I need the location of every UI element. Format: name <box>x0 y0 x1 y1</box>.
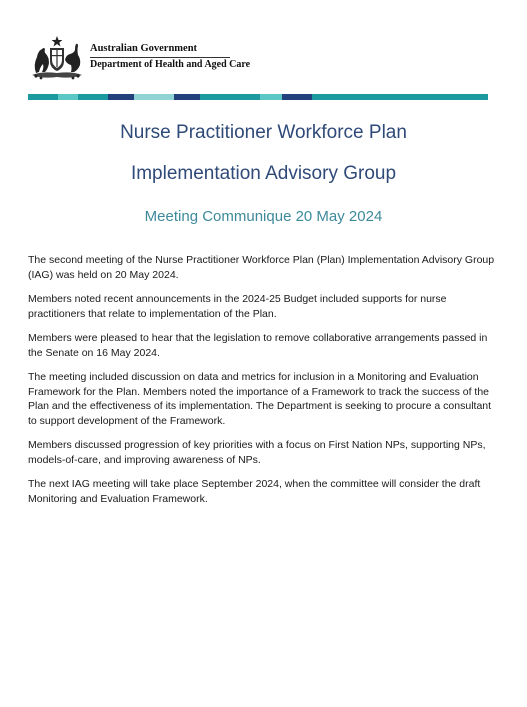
colour-band-segment <box>312 94 488 100</box>
paragraph: The second meeting of the Nurse Practitioner Workforce Plan (Plan) Implementation Advisory Group (IAG) was held on 20 May 2024. <box>28 254 495 281</box>
communique-body <box>28 253 500 516</box>
paragraph: Members discussed progression of key priorities with a focus on First Nation NPs, supporting NPs, models-of-care, and improving awareness of NPs. <box>28 439 486 466</box>
colour-band-segment <box>58 94 78 100</box>
colour-band-segment <box>78 94 108 100</box>
paragraph: Members noted recent announcements in the 2024-25 Budget included supports for nurse practitioners that relate to implementation of the Plan. <box>28 293 447 320</box>
colour-band-segment <box>200 94 260 100</box>
document-title-line-2: Implementation Advisory Group <box>130 163 397 184</box>
colour-band-segment <box>260 94 282 100</box>
government-header <box>28 35 288 81</box>
document-subtitle: Meeting Communique 20 May 2024 <box>144 208 383 225</box>
government-name: Australian Government <box>90 43 198 54</box>
header-divider <box>90 57 230 58</box>
colour-band <box>28 94 488 100</box>
paragraph: The meeting included discussion on data and metrics for inclusion in a Monitoring and Evaluation Framework for the Plan. Members noted the importance of a Framework to track the success of the Plan and the effectiveness of its implementation. The Department is seeking to procure a consultant to support development of the Framework. <box>28 371 492 427</box>
paragraph: Members were pleased to hear that the legislation to remove collaborative arrangements passed in the Senate on 16 May 2024. <box>28 332 488 359</box>
department-name: Department of Health and Aged Care <box>90 59 251 70</box>
colour-band-segment <box>282 94 312 100</box>
colour-band-segment <box>174 94 200 100</box>
colour-band-segment <box>134 94 174 100</box>
coat-of-arms-icon <box>28 35 86 81</box>
colour-band-segment <box>28 94 58 100</box>
colour-band-segment <box>108 94 134 100</box>
paragraph: The next IAG meeting will take place September 2024, when the committee will consider the draft Monitoring and Evaluation Framework. <box>28 478 481 505</box>
document-title-line-1: Nurse Practitioner Workforce Plan <box>120 122 407 143</box>
